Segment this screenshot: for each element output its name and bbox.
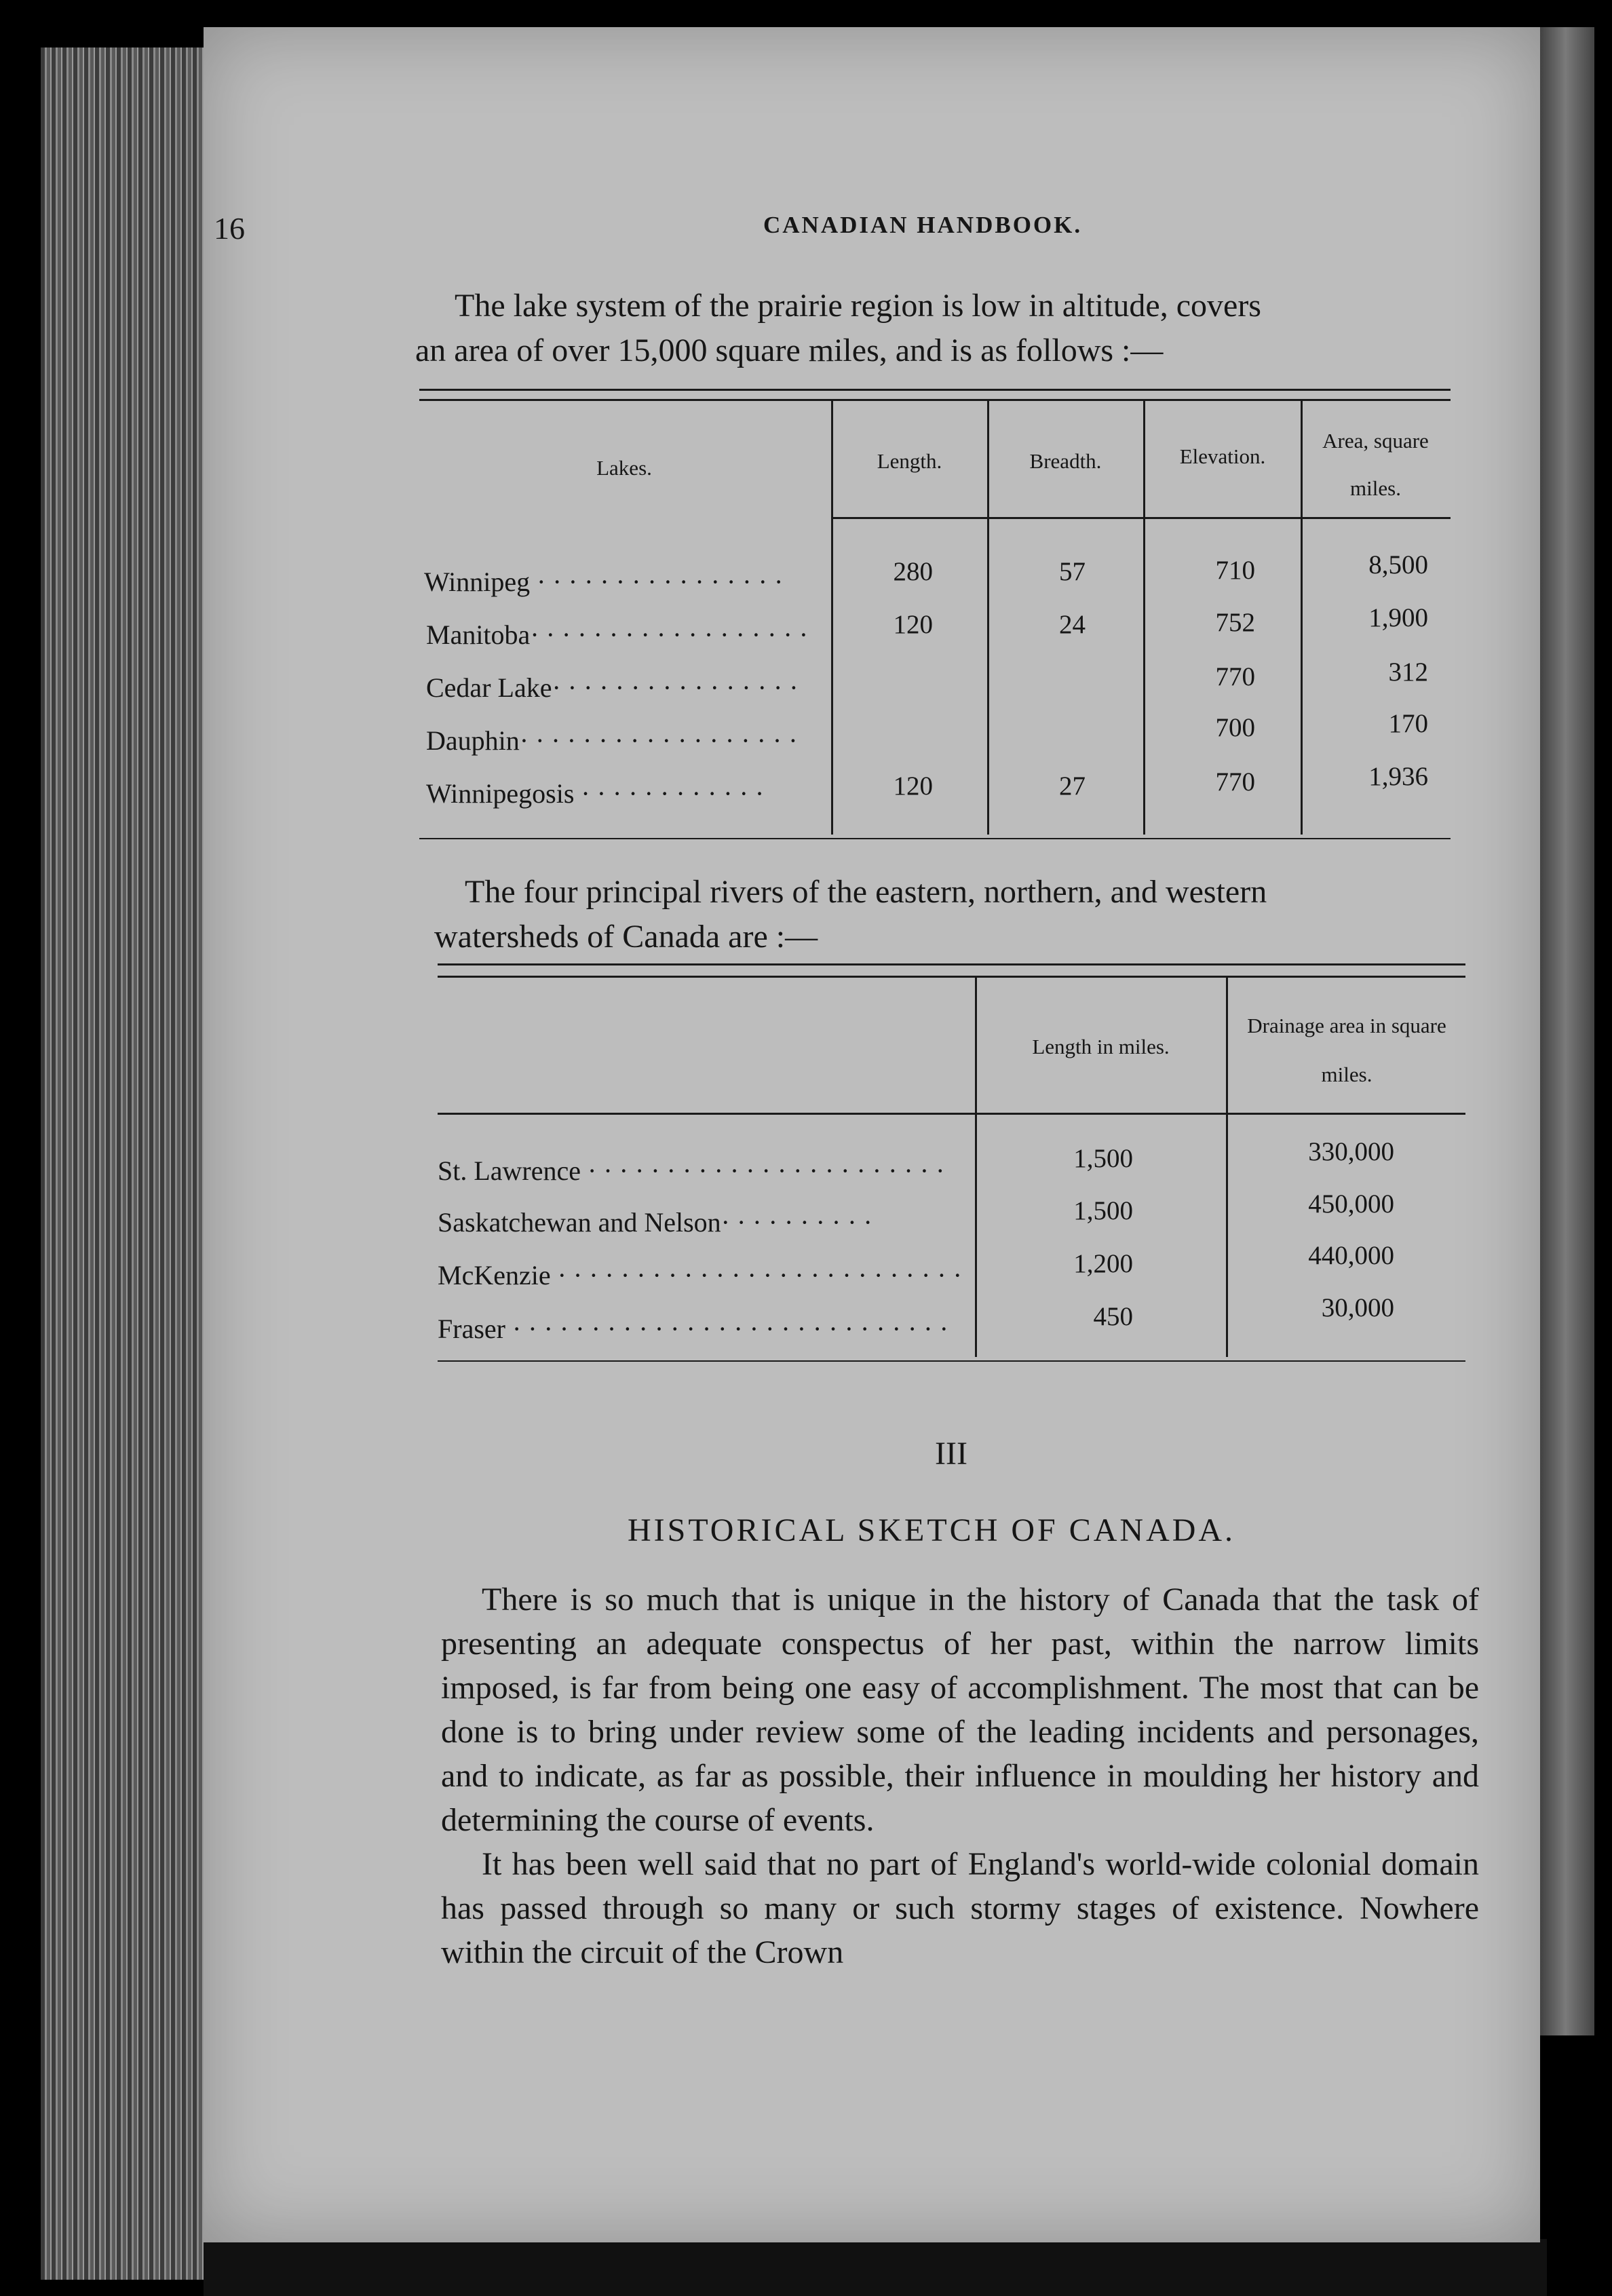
- column-divider: [975, 977, 977, 1357]
- table-row: [438, 1155, 944, 1187]
- leader-dots: · · · · · · · · · · · ·: [581, 778, 765, 809]
- header-length-in-miles: Length in miles.: [1032, 1035, 1170, 1058]
- drainage-cell: 440,000: [1308, 1241, 1394, 1270]
- table-row: [426, 725, 798, 757]
- length-cell: 1,500: [1073, 1196, 1133, 1225]
- river-name: Fraser: [438, 1314, 505, 1344]
- leader-dots: · · · · · · · · · · · · · · · ·: [537, 567, 784, 597]
- table-row: [438, 1206, 872, 1238]
- header-area: Area, square miles.: [1322, 429, 1429, 500]
- section-number: III: [935, 1436, 967, 1472]
- area-cell: 8,500: [1368, 550, 1428, 579]
- elevation-cell: 770: [1215, 662, 1255, 691]
- table-top-rule-2: [419, 399, 1451, 401]
- running-title: CANADIAN HANDBOOK.: [763, 212, 1083, 238]
- breadth-cell: 27: [1059, 771, 1086, 801]
- header-drainage-area: Drainage area in square miles.: [1247, 1014, 1446, 1086]
- breadth-cell: 57: [1059, 557, 1086, 586]
- header-underline: [438, 1113, 1465, 1115]
- river-name: McKenzie: [438, 1260, 551, 1290]
- section-body: [441, 1577, 1479, 1974]
- header-length: Length.: [877, 449, 942, 473]
- elevation-cell: 710: [1215, 556, 1255, 585]
- drainage-cell: 450,000: [1308, 1189, 1394, 1219]
- rivers-intro-line-2: watersheds of Canada are :—: [434, 919, 818, 955]
- length-cell: 450: [1093, 1302, 1133, 1331]
- elevation-cell: 700: [1215, 713, 1255, 742]
- header-underline: [833, 517, 1451, 519]
- length-cell: 120: [893, 771, 933, 801]
- lakes-intro-line-1: The lake system of the prairie region is low in altitude, covers: [455, 288, 1261, 324]
- rivers-intro-line-1: The four principal rivers of the eastern, northern, and western: [465, 874, 1267, 910]
- length-cell: 1,500: [1073, 1144, 1133, 1173]
- table-row: [426, 672, 799, 704]
- table-top-rule: [438, 963, 1465, 965]
- book-page-edges: [41, 47, 210, 2280]
- table-row: [424, 566, 783, 598]
- lake-name: Winnipeg: [424, 567, 531, 597]
- area-cell: 1,900: [1368, 603, 1428, 632]
- leader-dots: · · · · · · · · · · · · · · · · · · · · · · ·: [588, 1155, 945, 1186]
- table-top-rule: [419, 389, 1451, 391]
- area-cell: 170: [1388, 709, 1428, 738]
- table-top-rule-2: [438, 976, 1465, 978]
- lake-name: Winnipegosis: [426, 778, 575, 809]
- lake-name: Dauphin: [426, 725, 520, 756]
- leader-dots: · · · · · · · · · · · · · · · · · · · · · · · · · · · ·: [512, 1314, 948, 1344]
- drainage-cell: 330,000: [1308, 1137, 1394, 1166]
- paragraph: There is so much that is unique in the history of Canada that the task of presenting an adequate conspectus of her past, within the narrow limits imposed, is far from being one easy of accomplishment. The most that can be done is to bring under review some of the leading incidents and personages, and to indicate, as far as possible, their influence in moulding her history and determining the course of events.: [441, 1582, 1479, 1838]
- paragraph: It has been well said that no part of England's world-wide colonial domain has passed through so many or such stormy stages of existence. Nowhere within the circuit of the Crown: [441, 1846, 1479, 1970]
- elevation-cell: 770: [1215, 767, 1255, 797]
- table-row: [438, 1259, 962, 1291]
- lake-name: Manitoba: [426, 619, 531, 650]
- length-cell: 1,200: [1073, 1249, 1133, 1278]
- section-title: HISTORICAL SKETCH OF CANADA.: [628, 1512, 1236, 1548]
- lakes-intro-line-2: an area of over 15,000 square miles, and is as follows :—: [415, 332, 1164, 368]
- leader-dots: · · · · · · · · · · · · · · · · · ·: [530, 619, 809, 650]
- breadth-cell: 24: [1059, 610, 1086, 639]
- header-elevation: Elevation.: [1179, 444, 1266, 468]
- leader-dots: · · · · · · · · · · · · · · · · · · · · · · · · · ·: [557, 1260, 962, 1290]
- table-bottom-rule: [419, 838, 1451, 839]
- table-row: [426, 619, 808, 651]
- area-cell: 1,936: [1368, 762, 1428, 791]
- leader-dots: · · · · · · · · · · · · · · · ·: [552, 672, 799, 703]
- table-bottom-rule: [438, 1360, 1465, 1362]
- length-cell: 280: [893, 557, 933, 586]
- page-number: 16: [214, 211, 245, 246]
- leader-dots: · · · · · · · · · · · · · · · · · ·: [519, 725, 798, 756]
- area-cell: 312: [1388, 657, 1428, 687]
- length-cell: 120: [893, 610, 933, 639]
- drainage-cell: 30,000: [1321, 1293, 1394, 1322]
- leader-dots: · · · · · · · · · ·: [721, 1207, 872, 1238]
- elevation-cell: 752: [1215, 608, 1255, 637]
- river-name: Saskatchewan and Nelson: [438, 1207, 721, 1238]
- table-row: [426, 778, 764, 809]
- river-name: St. Lawrence: [438, 1155, 581, 1186]
- scan-bottom-edge: [204, 2239, 1547, 2296]
- book-cover-edge: [1537, 27, 1594, 2035]
- lake-name: Cedar Lake: [426, 672, 552, 703]
- header-breadth: Breadth.: [1029, 449, 1102, 473]
- table-row: [438, 1313, 948, 1345]
- header-lakes: Lakes.: [596, 456, 652, 480]
